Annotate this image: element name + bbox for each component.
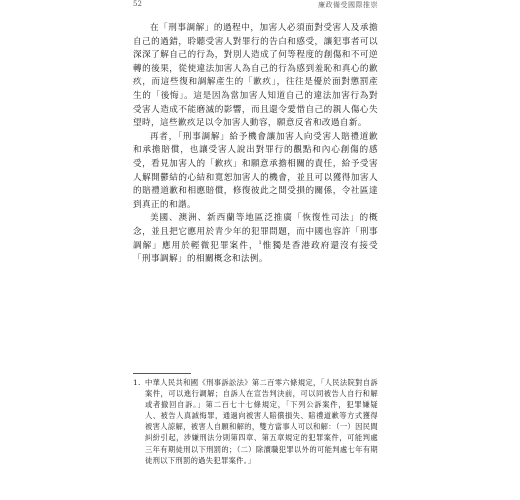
- paragraph-3-text: 美國、澳洲、新西蘭等地區泛推廣「恢復性司法」的概念，並且把它應用於青少年的犯罪問題，而中國也容許「刑事調解」應用於輕微犯罪案件，: [133, 213, 378, 251]
- footnote-text: 中華人民共和國《刑事訴訟法》第二百零六條規定，「人民法院對自訴案件，可以進行調解；自訴人在宣告判決前，可以同被告人自行和解或者撤回自訴。」第二百七十七條規定，「下列公訴案件，犯罪嫌疑人、被告人真誠悔罪，通過向被害人賠償損失、賠禮道歉等方式獲得被害人諒解，被害人自願和解的，雙方當事人可以和解：（一）因民間糾紛引起，涉嫌刑法分則第四章、第五章規定的犯罪案件，可能判處三年有期徒刑以下刑罰的；（二）除瀆職犯罪以外的可能判處七年有期徒刑以下刑罰的過失犯罪案件。」: [145, 378, 378, 465]
- paragraph-3: [133, 212, 378, 266]
- paragraph-1: 在「刑事調解」的過程中，加害人必須面對受害人及承擔自己的過錯，聆聽受害人對罪行的告白和感受，讓犯事者可以深深了解自己的行為，對別人造成了何等程度的創傷和不可逆轉的後果，從使違法加害人為自己的行為感到羞恥和真心的歉疚，而這些復和調解產生的「歉疚」，往往是優於面對懲罰產生的「後悔」。這是因為當加害人知道自己的違法加害行為對受害人造成不能磨滅的影響，而且還令愛惜自己的親人傷心失望時，這些歉疚足以令加害人動容，願意反省和改過自新。: [133, 23, 378, 129]
- footnote-reference[interactable]: 1: [258, 239, 263, 246]
- footnote-divider: [133, 373, 191, 374]
- paragraph-3-continuation: 惟獨是香港政府還沒有接受「刑事調解」的相關概念和法例。: [133, 240, 378, 265]
- running-title: 廉政備受國際推崇: [318, 1, 378, 9]
- paragraph-2: 再者，「刑事調解」給予機會讓加害人向受害人賠禮道歉和承擔賠償，也讓受害人說出對罪行的觀點和內心創傷的感受，看見加害人的「歉疚」和願意承擔相關的責任，給予受害人解開鬱結的心結和寬恕加害人的機會，並且可以獲得加害人的賠禮道歉和相應賠償，修復彼此之間受損的關係，令社區達到真正的和諧。: [133, 131, 378, 210]
- body-text: [133, 22, 378, 267]
- page-number: 52: [133, 0, 142, 8]
- footnote: [133, 377, 378, 466]
- page-header: [133, 0, 378, 10]
- footnote-number: 1.: [133, 378, 141, 387]
